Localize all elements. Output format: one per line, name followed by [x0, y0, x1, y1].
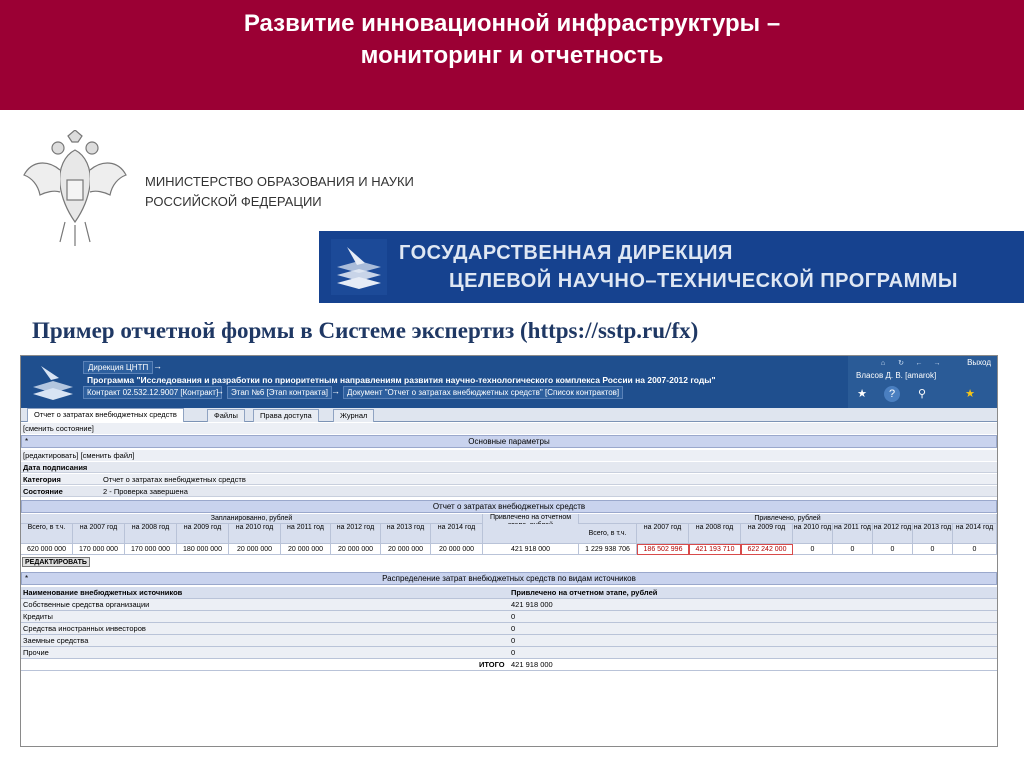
collapse-icon[interactable]: *: [25, 437, 29, 446]
col-header: на 2007 год: [637, 524, 689, 544]
table-cell: 0: [833, 544, 873, 555]
field-row: [21, 462, 997, 473]
breadcrumb-arrow: →: [153, 361, 162, 371]
user-panel: [848, 356, 997, 408]
table-cell: 20 000 000: [281, 544, 331, 555]
tab-journal[interactable]: Журнал: [333, 409, 374, 422]
banner-line2: ЦЕЛЕВОЙ НАУЧНО–ТЕХНИЧЕСКОЙ ПРОГРАММЫ: [449, 270, 959, 292]
table-cell-highlighted: 186 502 996: [637, 544, 689, 555]
source-value: 0: [511, 612, 516, 621]
col-header: на 2007 год: [73, 524, 125, 544]
total-label: ИТОГО: [479, 660, 505, 669]
section-title: Распределение затрат внебюджетных средств по видам источников: [382, 574, 636, 583]
breadcrumb-contract[interactable]: Контракт 02.532.12.9007 [Контракт]: [83, 386, 222, 399]
directorate-logo-icon: [331, 239, 387, 295]
table-row: [21, 599, 997, 611]
ministry-line2: РОССИЙСКОЙ ФЕДЕРАЦИИ: [145, 194, 322, 209]
table-cell: 170 000 000: [125, 544, 177, 555]
col-header: Всего, в т.ч.: [579, 524, 637, 544]
table-cell: 0: [953, 544, 997, 555]
section-title: Основные параметры: [468, 437, 550, 446]
field-label: Дата подписания: [23, 463, 88, 472]
add-favorite-icon[interactable]: ★: [965, 388, 975, 400]
col-header: на 2012 год: [331, 524, 381, 544]
tab-files[interactable]: Файлы: [207, 409, 245, 422]
field-label: Состояние: [23, 487, 63, 496]
attracted-stage-header: Привлечено на отчетном: [483, 514, 579, 544]
table-cell: 620 000 000: [21, 544, 73, 555]
total-value: 421 918 000: [511, 660, 553, 669]
slide-header: [0, 0, 1024, 110]
col-header: на 2013 год: [913, 524, 953, 544]
table-row: [21, 544, 997, 555]
planned-header: Запланированно, рублей: [21, 514, 483, 524]
home-icon[interactable]: ⌂: [880, 360, 886, 367]
tab-bar: [21, 408, 997, 422]
search-icon[interactable]: ⚲: [917, 388, 927, 400]
ministry-name: [145, 172, 414, 212]
slide-title-line1: Развитие инновационной инфраструктуры –: [243, 10, 781, 37]
help-icon[interactable]: ?: [884, 386, 900, 402]
col-header: на 2013 год: [381, 524, 431, 544]
col-header: Привлечено на отчетном этапе, рублей: [511, 588, 658, 597]
section-main-params[interactable]: [21, 435, 997, 448]
breadcrumb-arrow: →: [331, 386, 340, 396]
table-cell: 180 000 000: [177, 544, 229, 555]
table-cell: 0: [873, 544, 913, 555]
table-cell: 20 000 000: [381, 544, 431, 555]
source-name: Собственные средства организации: [23, 600, 150, 609]
col-header: на 2010 год: [229, 524, 281, 544]
table-row: [21, 623, 997, 635]
table-cell: 20 000 000: [431, 544, 483, 555]
edit-button[interactable]: РЕДАКТИРОВАТЬ: [22, 557, 90, 567]
col-header: на 2012 год: [873, 524, 913, 544]
col-header: на 2009 год: [741, 524, 793, 544]
source-name: Средства иностранных инвесторов: [23, 624, 146, 633]
app-header: [21, 356, 997, 408]
table-cell-highlighted: 622 242 000: [741, 544, 793, 555]
slide-title-line2: мониторинг и отчетность: [360, 42, 664, 69]
user-name: Власов Д. В. [amarok]: [856, 371, 937, 380]
col-header: на 2008 год: [125, 524, 177, 544]
system-screenshot: [20, 355, 998, 747]
forward-icon[interactable]: →: [933, 360, 941, 367]
col-header: на 2014 год: [953, 524, 997, 544]
table-row: [21, 611, 997, 623]
source-name: Кредиты: [23, 612, 53, 621]
section-title: Отчет о затратах внебюджетных средств: [432, 502, 586, 511]
breadcrumb-stage[interactable]: Этап №6 [Этап контракта]: [227, 386, 332, 399]
source-value: 0: [511, 648, 516, 657]
logout-link[interactable]: Выход: [967, 358, 991, 367]
field-row: [21, 486, 997, 497]
banner-line1: ГОСУДАРСТВЕННАЯ ДИРЕКЦИЯ: [399, 242, 733, 264]
field-label: Категория: [23, 475, 61, 484]
directorate-banner: [319, 231, 1024, 303]
ministry-line1: МИНИСТЕРСТВО ОБРАЗОВАНИЯ И НАУКИ: [145, 174, 414, 189]
col-header: на 2011 год: [833, 524, 873, 544]
col-header: на 2008 год: [689, 524, 741, 544]
col-header: на 2011 год: [281, 524, 331, 544]
collapse-icon[interactable]: *: [25, 574, 29, 583]
tab-report[interactable]: Отчет о затратах внебюджетных средств: [27, 408, 184, 422]
table-group-header: [21, 514, 997, 524]
example-caption: Пример отчетной формы в Системе экспертиз (https://sstp.ru/fx): [32, 318, 699, 343]
table-row: [21, 635, 997, 647]
table-cell: 1 229 938 706: [579, 544, 637, 555]
source-value: 0: [511, 624, 516, 633]
program-title: Программа "Исследования и разработки по приоритетным направлениям развития научно-технологического комплекса России на 2007-2012 годы": [87, 375, 716, 385]
col-header: Наименование внебюджетных источников: [23, 588, 183, 597]
table-cell: 170 000 000: [73, 544, 125, 555]
col-header: на 2009 год: [177, 524, 229, 544]
change-state-link[interactable]: [сменить состояние]: [23, 424, 94, 433]
attracted-header: Привлечено, рублей: [579, 514, 997, 524]
table-cell: 0: [793, 544, 833, 555]
breadcrumb-arrow: →: [215, 386, 224, 396]
col-header: Всего, в т.ч.: [21, 524, 73, 544]
section-report: [21, 500, 997, 513]
field-row: [21, 474, 997, 485]
col-header: на 2010 год: [793, 524, 833, 544]
table-cell: 20 000 000: [331, 544, 381, 555]
change-state-row: [21, 423, 997, 434]
double-headed-eagle-emblem: [20, 130, 130, 248]
table-col-header: [21, 524, 997, 544]
source-value: 0: [511, 636, 516, 645]
app-logo-icon: [29, 362, 77, 404]
source-name: Прочие: [23, 648, 49, 657]
field-value: Отчет о затратах внебюджетных средств: [103, 475, 246, 484]
sources-header: [21, 587, 997, 599]
table-cell: 20 000 000: [229, 544, 281, 555]
table-cell-highlighted: 421 193 710: [689, 544, 741, 555]
table-row: [21, 647, 997, 659]
edit-links[interactable]: [редактировать] [сменить файл]: [23, 451, 135, 460]
edit-links-row: [21, 450, 997, 461]
field-value: 2 - Проверка завершена: [103, 487, 188, 496]
breadcrumb-root[interactable]: Дирекция ЦНТП: [83, 361, 153, 374]
back-icon[interactable]: ←: [915, 360, 923, 367]
section-distribution[interactable]: [21, 572, 997, 585]
table-cell: 0: [913, 544, 953, 555]
source-value: 421 918 000: [511, 600, 553, 609]
total-row: [21, 659, 997, 671]
star-icon[interactable]: ★: [857, 388, 867, 400]
col-header: на 2014 год: [431, 524, 483, 544]
refresh-icon[interactable]: ↻: [898, 360, 904, 367]
tab-access[interactable]: Права доступа: [253, 409, 319, 422]
table-cell: 421 918 000: [483, 544, 579, 555]
source-name: Заемные средства: [23, 636, 89, 645]
breadcrumb-document[interactable]: Документ "Отчет о затратах внебюджетных средств" [Список контрактов]: [343, 386, 623, 399]
